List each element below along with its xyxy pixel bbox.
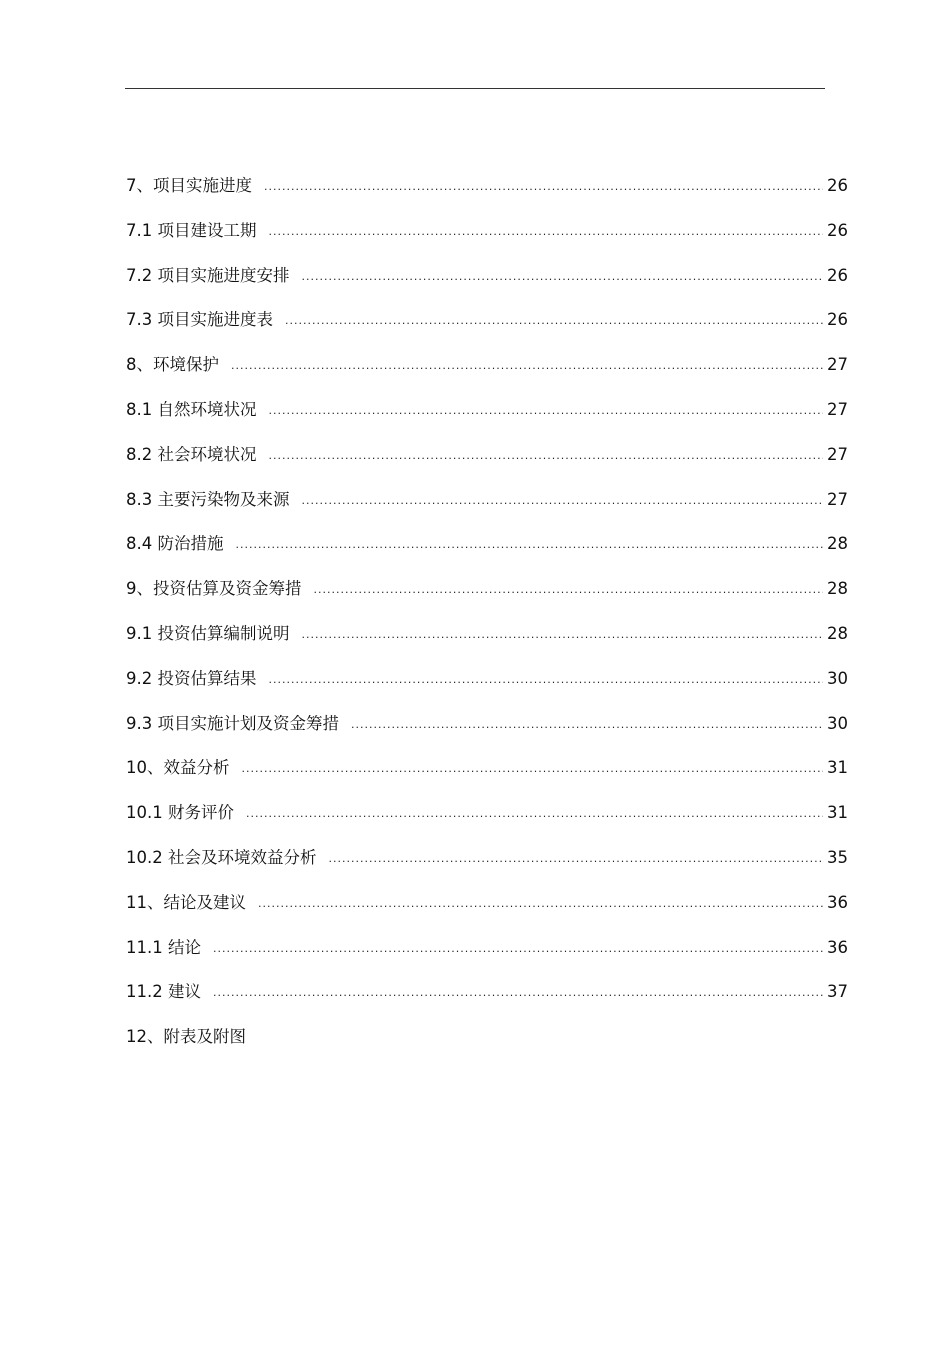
toc-entry-page: 28 — [827, 534, 848, 554]
toc-entry-label: 10.2 社会及环境效益分析 — [126, 847, 317, 867]
toc-entry-page: 30 — [827, 668, 848, 688]
toc-entry-label: 11、结论及建议 — [126, 892, 246, 912]
toc-entry[interactable] — [126, 891, 848, 936]
toc-entry-page: 36 — [827, 937, 848, 957]
toc-entry[interactable] — [126, 264, 848, 309]
toc-entry-page: 27 — [827, 399, 848, 419]
toc-entry[interactable] — [126, 488, 848, 533]
toc-leader-dots — [269, 444, 824, 468]
toc-entry-page: 26 — [827, 176, 848, 195]
toc-leader-dots — [264, 175, 823, 199]
toc-leader-dots — [258, 892, 823, 916]
toc-entry[interactable] — [126, 1025, 848, 1070]
toc-entry-label: 11.2 建议 — [126, 982, 201, 1002]
toc-entry[interactable] — [126, 219, 848, 264]
table-of-contents — [126, 174, 848, 1070]
toc-entry[interactable] — [126, 667, 848, 712]
toc-entry[interactable] — [126, 936, 848, 981]
toc-entry-label: 9.1 投资估算编制说明 — [126, 623, 290, 643]
toc-leader-dots — [285, 309, 823, 333]
toc-entry[interactable] — [126, 980, 848, 1025]
toc-entry-label: 8、环境保护 — [126, 355, 219, 375]
toc-entry-page: 35 — [827, 847, 848, 867]
toc-entry[interactable] — [126, 174, 848, 219]
toc-entry[interactable] — [126, 801, 848, 846]
toc-entry-page: 36 — [827, 892, 848, 912]
toc-entry[interactable] — [126, 846, 848, 891]
toc-leader-dots — [242, 757, 824, 781]
toc-leader-dots — [213, 937, 823, 961]
toc-entry[interactable] — [126, 308, 848, 353]
toc-entry-label: 8.4 防治措施 — [126, 534, 224, 554]
toc-leader-dots — [269, 220, 824, 244]
toc-entry[interactable] — [126, 756, 848, 801]
toc-leader-dots — [269, 668, 824, 692]
toc-entry-label: 9、投资估算及资金筹措 — [126, 579, 302, 599]
toc-entry-label: 10.1 财务评价 — [126, 803, 234, 823]
toc-leader-dots — [231, 354, 823, 378]
toc-entry-label: 9.2 投资估算结果 — [126, 668, 257, 688]
toc-leader-dots — [328, 847, 823, 871]
toc-entry-page: 27 — [827, 355, 848, 375]
toc-entry-label: 7.2 项目实施进度安排 — [126, 265, 290, 285]
toc-entry-label: 12、附表及附图 — [126, 1027, 246, 1047]
toc-entry[interactable] — [126, 443, 848, 488]
toc-entry-page: 26 — [827, 310, 848, 330]
toc-leader-dots — [246, 802, 823, 826]
toc-entry[interactable] — [126, 712, 848, 757]
toc-entry-page: 26 — [827, 220, 848, 240]
toc-entry-label: 10、效益分析 — [126, 758, 230, 778]
toc-leader-dots — [302, 489, 824, 513]
toc-entry-label: 8.1 自然环境状况 — [126, 399, 257, 419]
toc-entry[interactable] — [126, 532, 848, 577]
toc-entry-page: 27 — [827, 489, 848, 509]
toc-entry-page: 31 — [827, 758, 848, 778]
toc-leader-dots — [351, 713, 823, 737]
toc-entry-page: 27 — [827, 444, 848, 464]
toc-entry-label: 11.1 结论 — [126, 937, 201, 957]
toc-entry-page: 28 — [827, 579, 848, 599]
toc-entry-page: 37 — [827, 982, 848, 1002]
toc-leader-dots — [314, 578, 824, 602]
toc-entry[interactable] — [126, 622, 848, 667]
toc-entry-page: 31 — [827, 803, 848, 823]
toc-leader-dots — [302, 265, 824, 289]
toc-entry-label: 9.3 项目实施计划及资金筹措 — [126, 713, 339, 733]
toc-entry-page: 30 — [827, 713, 848, 733]
toc-leader-dots — [302, 623, 824, 647]
toc-entry[interactable] — [126, 353, 848, 398]
toc-entry-label: 8.3 主要污染物及来源 — [126, 489, 290, 509]
toc-leader-dots — [236, 533, 824, 557]
toc-entry[interactable] — [126, 577, 848, 622]
toc-leader-dots — [269, 399, 824, 423]
header-rule — [125, 88, 825, 89]
toc-entry-page: 26 — [827, 265, 848, 285]
toc-entry[interactable] — [126, 398, 848, 443]
toc-leader-dots — [213, 981, 823, 1005]
toc-entry-label: 8.2 社会环境状况 — [126, 444, 257, 464]
toc-entry-label: 7.3 项目实施进度表 — [126, 310, 273, 330]
toc-entry-label: 7.1 项目建设工期 — [126, 220, 257, 240]
toc-entry-page: 28 — [827, 623, 848, 643]
toc-entry-label: 7、项目实施进度 — [126, 176, 252, 195]
